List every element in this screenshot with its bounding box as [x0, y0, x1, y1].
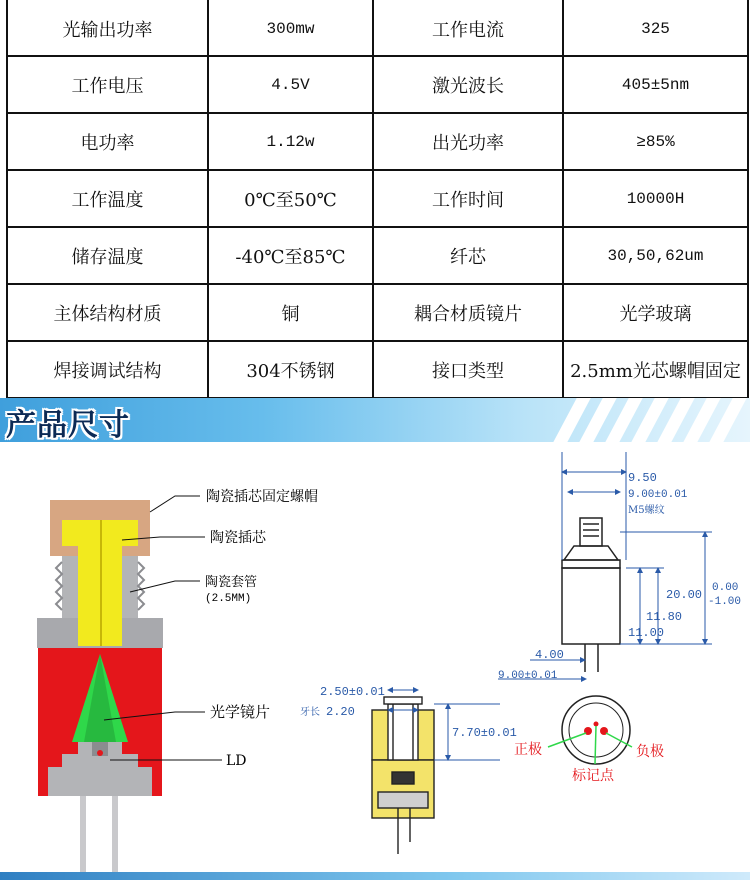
spec-value-cell: 4.5V: [208, 56, 373, 113]
label-sleeve-sub: (2.5MM): [205, 593, 252, 605]
spec-label-cell: 工作温度: [7, 170, 208, 227]
spec-label-cell: 工作电流: [373, 0, 563, 56]
spec-value-cell: 325: [563, 0, 748, 56]
spec-label-cell: 工作时间: [373, 170, 563, 227]
label-ferrule: 陶瓷插芯: [210, 530, 266, 546]
outline-dims: [498, 452, 712, 679]
banner-stripes: [550, 398, 750, 442]
spec-value-cell: 2.5mm光芯螺帽固定: [563, 341, 748, 398]
section-banner: [0, 398, 750, 442]
spec-label-cell: 耦合材质镜片: [373, 284, 563, 341]
middle-section-drawing: [372, 697, 434, 854]
label-cap: 陶瓷插芯固定螺帽: [206, 489, 318, 505]
dim-770: 7.70±0.01: [452, 726, 517, 740]
dim-250: 2.50±0.01: [320, 685, 385, 699]
spec-row: [7, 227, 748, 284]
section-title: 产品尺寸: [6, 408, 130, 443]
spec-row: [7, 341, 748, 398]
pin-diagram: [548, 696, 632, 764]
spec-label-cell: 工作电压: [7, 56, 208, 113]
bottom-bar: [0, 872, 750, 880]
spec-label-cell: 激光波长: [373, 56, 563, 113]
dim-1100: 11.00: [628, 626, 665, 640]
spec-label-cell: 光输出功率: [7, 0, 208, 56]
spec-label-cell: 电功率: [7, 113, 208, 170]
cross-section-illustration: [37, 500, 163, 874]
dim-220: 2.20: [326, 705, 355, 719]
spec-table: [6, 0, 749, 399]
spec-label-cell: 出光功率: [373, 113, 563, 170]
spec-value-cell: 300mw: [208, 0, 373, 56]
outline-drawing: [562, 518, 620, 672]
dim-400: 4.00: [535, 648, 564, 662]
spec-label-cell: 纤芯: [373, 227, 563, 284]
dim-900: 9.00±0.01: [628, 489, 688, 501]
spec-label-cell: 接口类型: [373, 341, 563, 398]
label-sleeve: 陶瓷套管: [205, 575, 258, 590]
spec-value-cell: ≥85%: [563, 113, 748, 170]
spec-value-cell: 30,50,62um: [563, 227, 748, 284]
label-negative: 负极: [636, 744, 664, 760]
dim-950: 9.50: [628, 471, 657, 485]
dim-m5: M5螺纹: [628, 505, 665, 516]
spec-row: [7, 170, 748, 227]
spec-value-cell: -40℃至85℃: [208, 227, 373, 284]
spec-label-cell: 主体结构材质: [7, 284, 208, 341]
spec-value-cell: 铜: [208, 284, 373, 341]
label-mark: 标记点: [572, 768, 614, 784]
spec-value-cell: 光学玻璃: [563, 284, 748, 341]
dim-2000: 20.00: [666, 588, 703, 602]
spec-label-cell: 焊接调试结构: [7, 341, 208, 398]
spec-value-cell: 1.12w: [208, 113, 373, 170]
label-ld: LD: [226, 753, 247, 769]
dim-220-prefix: 牙长: [300, 707, 320, 718]
label-lens: 光学镜片: [210, 703, 271, 721]
spec-value-cell: 10000H: [563, 170, 748, 227]
dim-1180: 11.80: [646, 610, 683, 624]
dim-tol-minus: -1.00: [708, 596, 742, 608]
spec-row: [7, 284, 748, 341]
dim-tol-plus: 0.00: [712, 582, 739, 594]
spec-value-cell: 304不锈钢: [208, 341, 373, 398]
spec-row: [7, 0, 748, 56]
spec-row: [7, 56, 748, 113]
spec-value-cell: 405±5nm: [563, 56, 748, 113]
spec-label-cell: 储存温度: [7, 227, 208, 284]
spec-row: [7, 113, 748, 170]
label-positive: 正极: [514, 742, 542, 758]
spec-value-cell: 0℃至50℃: [208, 170, 373, 227]
dimension-drawings: [0, 442, 750, 880]
dim-900b: 9.00±0.01: [498, 670, 558, 682]
